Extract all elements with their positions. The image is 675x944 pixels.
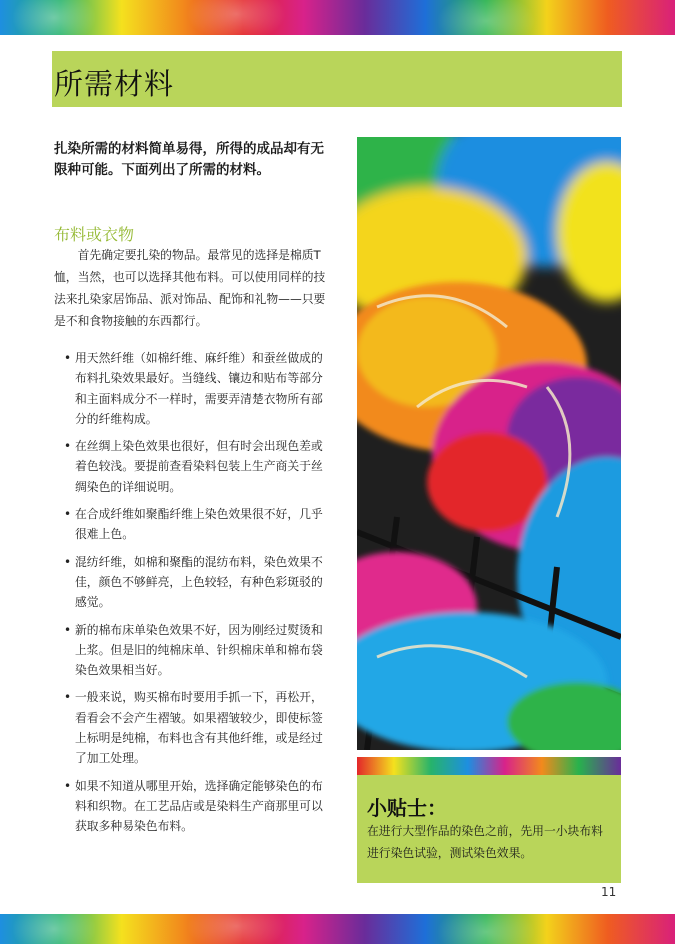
list-item	[64, 504, 328, 545]
page-title: 所需材料	[54, 67, 175, 101]
section-paragraph: 首先确定要扎染的物品。最常见的选择是棉质T恤，当然，也可以选择其他布料。可以使用同样的技法来扎染家居饰品、派对饰品、配饰和礼物——只要是不和食物接触的东西都行。	[54, 248, 326, 328]
list-item	[64, 552, 328, 613]
page-number: 11	[601, 885, 617, 899]
tip-text: 在进行大型作品的染色之前，先用一小块布料进行染色试验，测试染色效果。	[367, 824, 603, 860]
bullet-text: 一般来说，购买棉布时要用手抓一下，再松开，看看会不会产生褶皱。如果褶皱较少，即使标签上标明是纯棉，布料也含有其他纤维，或是经过了加工处理。	[75, 690, 323, 766]
list-item	[64, 776, 328, 837]
bullet-text: 用天然纤维（如棉纤维、麻纤维）和蚕丝做成的布料扎染效果最好。当缝线、镶边和贴布等部分和主面料成分不一样时，需要弄清楚衣物所有部分的纤维构成。	[75, 351, 323, 426]
rainbow-header-band	[0, 0, 675, 35]
section-heading: 布料或衣物	[54, 225, 135, 244]
bullet-icon: •	[64, 778, 72, 793]
bullet-icon: •	[64, 507, 72, 522]
tip-rainbow-band	[357, 757, 621, 775]
intro-text: 扎染所需的材料简单易得，所得的成品却有无限种可能。下面列出了所需的材料。	[54, 141, 324, 178]
list-item	[64, 620, 328, 681]
bullet-text: 在丝绸上染色效果也很好，但有时会出现色差或着色较浅。要提前查看染料包装上生产商关于丝绸染色的详细说明。	[75, 439, 323, 494]
bullet-text: 新的棉布床单染色效果不好，因为刚经过熨烫和上浆。但是旧的纯棉床单、针织棉床单和棉布袋染色效果相当好。	[75, 622, 323, 678]
bullet-list	[64, 348, 328, 844]
bullet-icon: •	[64, 622, 72, 637]
bullet-icon: •	[64, 351, 72, 365]
bullet-text: 混纺纤维，如棉和聚酯的混纺布料，染色效果不佳，颜色不够鲜亮，上色较轻，有种色彩斑驳的感觉。	[75, 554, 323, 610]
bullet-text: 在合成纤维如聚酯纤维上染色效果很不好，几乎很难上色。	[75, 507, 323, 542]
list-item	[64, 687, 328, 768]
bullet-icon: •	[64, 554, 72, 569]
bullet-icon: •	[64, 690, 72, 705]
list-item	[64, 436, 328, 497]
bullet-text: 如果不知道从哪里开始，选择确定能够染色的布料和织物。在工艺品店或是染料生产商那里可以获取多种易染色布料。	[75, 778, 323, 834]
rainbow-footer-band	[0, 914, 675, 944]
bullet-icon: •	[64, 439, 72, 454]
list-item	[64, 348, 328, 429]
tie-dye-bundles-photo	[357, 137, 621, 750]
tip-title: 小贴士：	[367, 796, 447, 820]
